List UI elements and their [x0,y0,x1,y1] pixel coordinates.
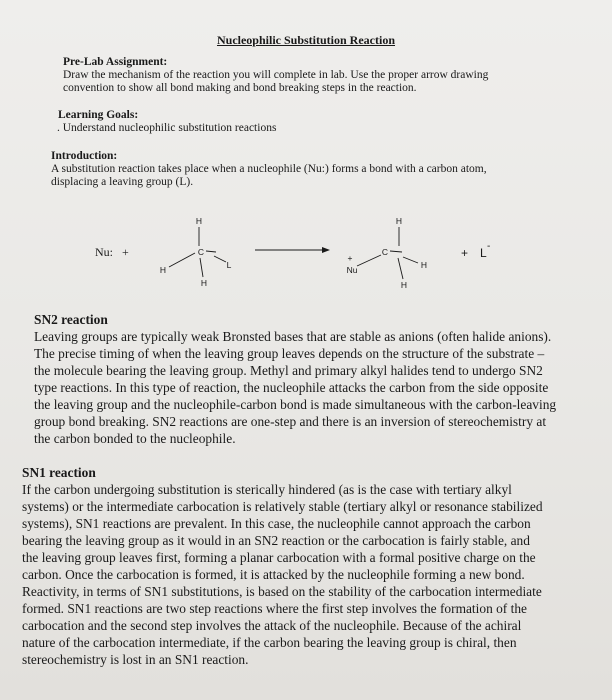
nucleophile-label: Nu: [95,245,113,259]
prelab-line: Draw the mechanism of the reaction you will complete in lab. Use the proper arrow drawing [63,69,489,81]
intro-section [51,150,487,189]
intro-line: A substitution reaction takes place when a nucleophile (Nu:) forms a bond with a carbon atom, [51,163,487,175]
reactant-carbon: C [197,247,205,257]
intro-heading: Introduction: [51,150,118,162]
sn1-line: nature of the carbocation intermediate, if the carbon bearing the leaving group is chiral, then [22,635,517,650]
sn1-line: systems), SN1 reactions are prevalent. In this case, the nucleophile cannot approach the carbon [22,516,531,531]
prelab-section [63,56,488,95]
goals-heading: Learning Goals: [58,109,139,121]
sn2-line: the carbon bonded to the nucleophile. [34,431,236,446]
negative-charge: - [487,241,491,252]
sn2-line: The precise timing of when the leaving group leaves depends on the structure of the substrate – [34,346,545,361]
product-carbon: C [381,247,389,257]
arrow-head [322,247,330,253]
sn1-line: If the carbon undergoing substitution is sterically hindered (as is the case with tertiary alkyl [22,482,512,497]
product-bottom-hydrogen: H [400,280,408,290]
bond [214,256,226,262]
sn1-line: formed. SN1 reactions are two step reactions where the first step involves the formation of the [22,601,527,616]
plus-sign: + [122,245,129,259]
page-title: Nucleophilic Substitution Reaction [216,33,396,47]
goals-section [57,109,276,135]
intro-line: displacing a leaving group (L). [51,176,194,188]
sn1-line: Reactivity, in terms of SN1 substitutions, is based on the stability of the carbocation intermediate [22,584,542,599]
bond [403,257,418,263]
sn1-line: bearing the leaving group as it would in an SN2 reaction or the carbocation is fairly stable, and [22,533,530,548]
sn1-line: carbon. Once the carbocation is formed, it is attacked by the nucleophile forming a new bond. [22,567,525,582]
reactant-bottom-hydrogen: H [200,278,208,288]
sn2-heading: SN2 reaction [34,312,108,327]
sn1-line: systems) or the intermediate carbocation is relatively stable (tertiary alkyl or resonance stabilized [22,499,543,514]
bond [357,255,381,266]
plus-sign: + [461,246,469,260]
reactant-left-hydrogen: H [159,265,167,275]
sn1-section [22,464,543,668]
product-nucleophile: Nu [346,265,358,275]
product-top-hydrogen: H [395,216,403,226]
prelab-heading: Pre-Lab Assignment: [63,56,168,68]
reaction-scheme [0,205,612,315]
product-right-hydrogen: H [420,260,428,270]
sn2-line: type reactions. In this type of reaction, the nucleophile attacks the carbon from the side opposite [34,380,549,395]
sn2-line: the leaving group and the nucleophile-carbon bond is made simultaneous with the carbon-leaving [34,397,557,412]
sn2-section [34,311,556,447]
reactant-top-hydrogen: H [195,216,203,226]
bond [398,258,403,279]
goals-item: . Understand nucleophilic substitution reactions [57,122,277,134]
sn1-line: stereochemistry is lost in an SN1 reaction. [22,652,249,667]
bond [169,253,195,267]
reactant-leaving-group: L [226,260,232,270]
bond [390,251,402,252]
bond [206,251,216,252]
sn1-heading: SN1 reaction [22,465,96,480]
sn1-line: carbocation and the second step involves the attack of the nucleophile. Because of the achiral [22,618,522,633]
leaving-group-ion: L [480,246,487,260]
sn2-line: the molecule bearing the leaving group. Methyl and primary alkyl halides tend to undergo SN2 [34,363,543,378]
bond [200,258,203,277]
sn1-line: the leaving group leaves first, forming a planar carbocation with a formal positive charge on the [22,550,536,565]
sn2-line: group bond breaking. SN2 reactions are one-step and there is an inversion of stereochemistry at [34,414,547,429]
product-charge: + [347,253,353,263]
sn2-line: Leaving groups are typically weak Bronsted bases that are stable as anions (often halide anions). [34,329,552,344]
prelab-line: convention to show all bond making and bond breaking steps in the reaction. [63,82,417,94]
